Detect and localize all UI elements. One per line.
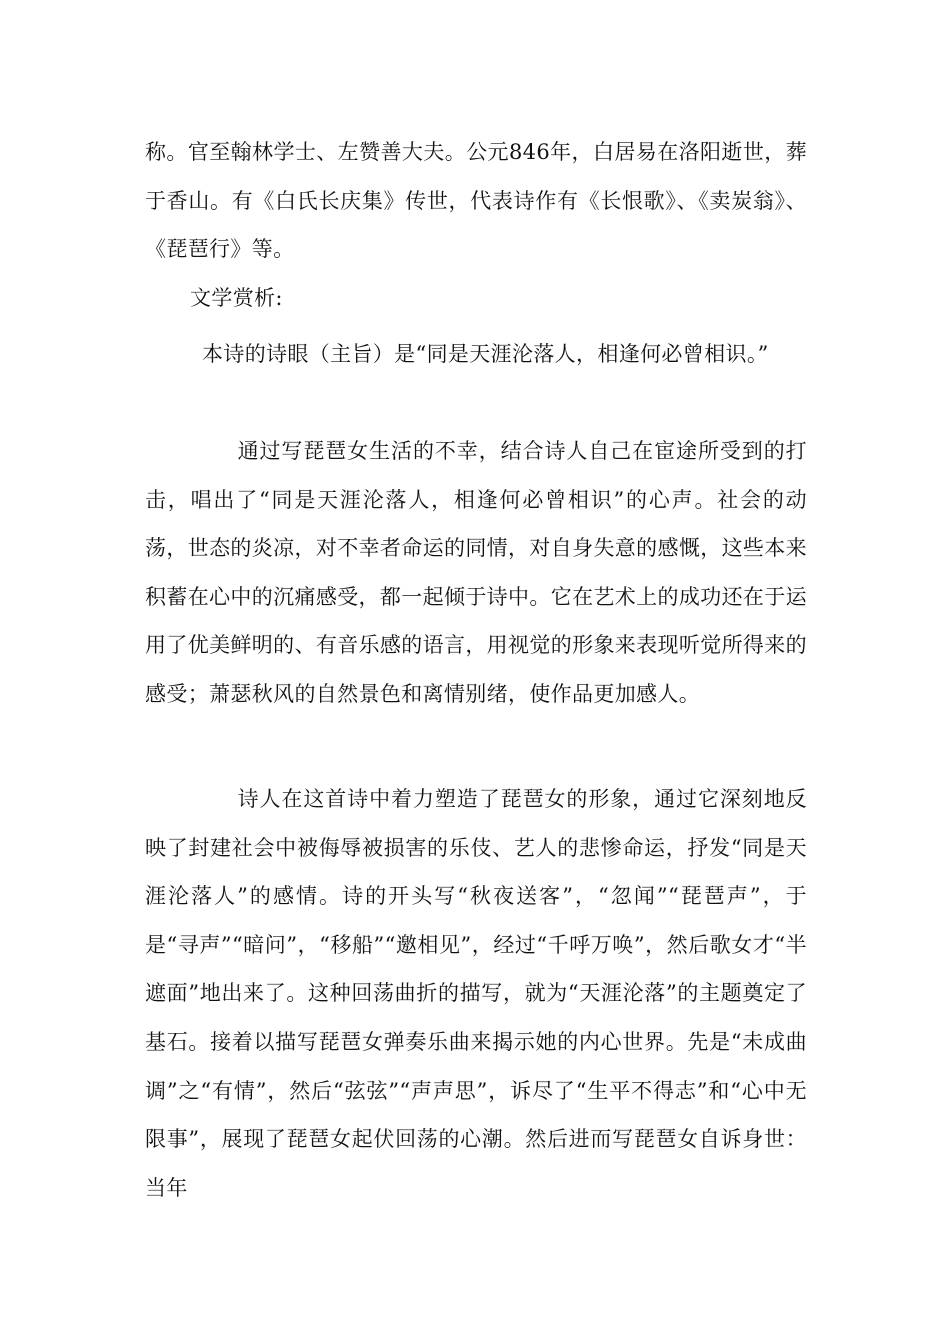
section-heading-literary-analysis: [190, 274, 690, 323]
paragraph-text: 通过写琵琶女生活的不幸，结合诗人自己在宦途所受到的打击，唱出了“同是天涯沦落人，相逢何必曾相识”的心声。社会的动荡，世态的炎凉，对不幸者命运的同情，对自身失意的感慨，这些本来积蓄在心中的沉痛感受，都一起倾于诗中。它在艺术上的成功还在于运用了优美鲜明的、有音乐感的语言，用视觉的形象来表现听觉所得来的感受；萧瑟秋风的自然景色和离情别绪，使作品更加感人。: [145, 439, 807, 706]
paragraph-analysis-1: [145, 427, 807, 719]
paragraph-analysis-2: [145, 775, 807, 1212]
paragraph-text: 本诗的诗眼（主旨）是“同是天涯沦落人，相逢何必曾相识。”: [202, 342, 769, 366]
paragraph-poem-theme: [145, 330, 807, 379]
paragraph-text: 称。官至翰林学士、左赞善大夫。公元846年，白居易在洛阳逝世，葬于香山。有《白氏长庆集》传世，代表诗作有《长恨歌》、《卖炭翁》、《琵琶行》等。: [145, 140, 807, 262]
heading-text: 文学赏析:: [190, 286, 283, 310]
paragraph-author-bio: [145, 128, 807, 274]
paragraph-text: 诗人在这首诗中着力塑造了琵琶女的形象，通过它深刻地反映了封建社会中被侮辱被损害的乐伎、艺人的悲惨命运，抒发“同是天涯沦落人”的感情。诗的开头写“秋夜送客”，“忽闻”“琵琶声”，于是“寻声”“暗问”，“移船”“邀相见”，经过“千呼万唤”，然后歌女才“半遮面”地出来了。这种回荡曲折的描写，就为“天涯沦落”的主题奠定了基石。接着以描写琵琶女弹奏乐曲来揭示她的内心世界。先是“未成曲调”之“有情”，然后“弦弦”“声声思”，诉尽了“生平不得志”和“心中无限事”，展现了琵琶女起伏回荡的心潮。然后进而写琵琶女自诉身世：当年: [145, 787, 807, 1200]
